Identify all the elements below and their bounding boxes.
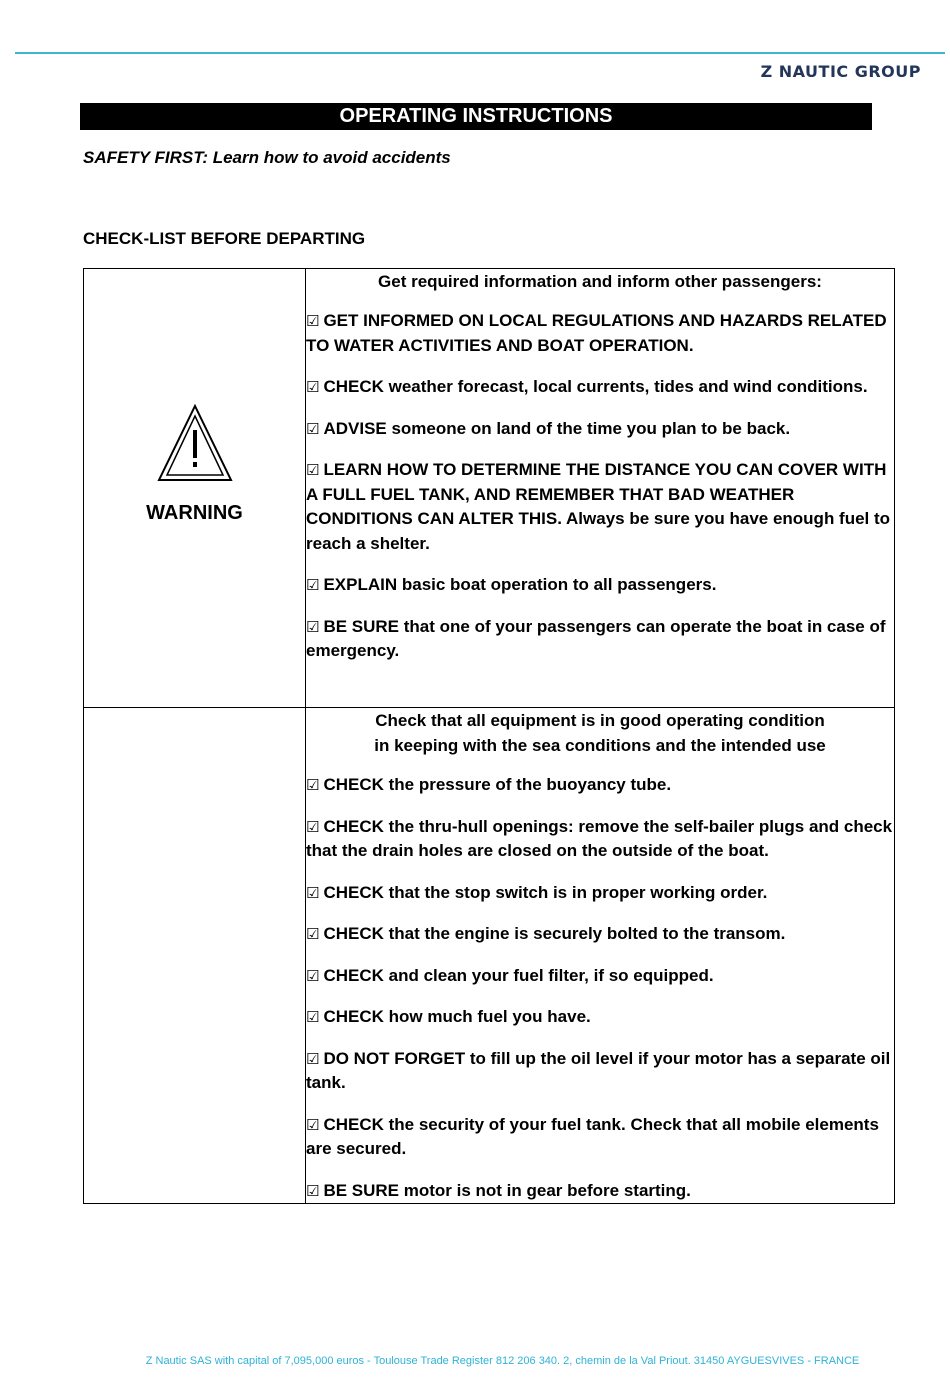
checkbox-checked-icon: ☑: [306, 1181, 320, 1200]
section-heading: Get required information and inform other passengers:: [378, 272, 822, 291]
checklist-row-equipment: [84, 708, 895, 1204]
checklist-item: ☑ EXPLAIN basic boat operation to all passengers.: [306, 575, 717, 594]
checklist-item: ☑ CHECK that the stop switch is in proper working order.: [306, 882, 768, 902]
checklist-item: ☑ LEARN HOW TO DETERMINE THE DISTANCE YOU CAN COVER WITH A FULL FUEL TANK, AND REMEMBER THAT BAD WEATHER CONDITIONS CAN ALTER THIS. Always be sure you have enough fuel to reach a shelter.: [306, 460, 891, 553]
checklist-item: ☑ CHECK the thru-hull openings: remove the self-bailer plugs and check that the drain holes are closed on the outside of the boat.: [306, 816, 893, 860]
page-title: OPERATING INSTRUCTIONS: [80, 103, 872, 130]
checklist-item: ☑ DO NOT FORGET to fill up the oil level if your motor has a separate oil tank.: [306, 1048, 891, 1092]
checklist-item: ☑ BE SURE motor is not in gear before starting.: [306, 1180, 691, 1200]
empty-cell: [84, 708, 306, 1204]
checkbox-checked-icon: ☑: [306, 312, 320, 330]
checkbox-checked-icon: ☑: [306, 1115, 320, 1134]
checkbox-checked-icon: ☑: [306, 966, 320, 985]
checkbox-checked-icon: ☑: [306, 419, 320, 438]
checkbox-checked-icon: ☑: [306, 925, 320, 943]
checkbox-checked-icon: ☑: [306, 817, 320, 836]
checkbox-checked-icon: ☑: [306, 378, 320, 396]
checkbox-checked-icon: ☑: [306, 576, 320, 594]
checkbox-checked-icon: ☑: [306, 461, 320, 479]
checklist-item: ☑ CHECK and clean your fuel filter, if so equipped.: [306, 965, 714, 985]
section-heading-line: in keeping with the sea conditions and the intended use: [374, 736, 826, 755]
checklist-item: ☑ CHECK the security of your fuel tank. Check that all mobile elements are secured.: [306, 1114, 879, 1158]
checklist-item: ☑ CHECK weather forecast, local currents, tides and wind conditions.: [306, 377, 868, 396]
checklist-heading: CHECK-LIST BEFORE DEPARTING: [83, 229, 366, 248]
warning-cell: [84, 269, 306, 708]
warning-triangle-icon: [157, 404, 233, 482]
section-heading-line: Check that all equipment is in good operating condition: [375, 711, 825, 730]
checklist-item: ☑ CHECK the pressure of the buoyancy tube.: [306, 775, 672, 794]
checklist-item: ☑ GET INFORMED ON LOCAL REGULATIONS AND HAZARDS RELATED TO WATER ACTIVITIES AND BOAT OPERATION.: [306, 311, 887, 355]
information-cell: [306, 269, 895, 708]
checkbox-checked-icon: ☑: [306, 1008, 320, 1026]
safety-subtitle: SAFETY FIRST: Learn how to avoid accidents: [83, 148, 451, 167]
header-rule: [15, 52, 945, 54]
warning-label: WARNING: [146, 502, 243, 524]
equipment-cell: [306, 708, 895, 1204]
checkbox-checked-icon: ☑: [306, 617, 320, 636]
checklist-item: ☑ CHECK that the engine is securely bolted to the transom.: [306, 924, 786, 943]
section-heading: [306, 708, 894, 758]
checklist-table: [83, 268, 895, 1204]
checklist-item: ☑ CHECK how much fuel you have.: [306, 1007, 591, 1026]
brand-logo-text: Z NAUTIC GROUP: [760, 62, 921, 81]
checklist-item: ☑ ADVISE someone on land of the time you plan to be back.: [306, 418, 791, 438]
checkbox-checked-icon: ☑: [306, 776, 320, 794]
checkbox-checked-icon: ☑: [306, 1049, 320, 1068]
footer-legal-text: Z Nautic SAS with capital of 7,095,000 euros - Toulouse Trade Register 812 206 340. 2, chemin de la Val Priout. 31450 AYGUESVIVES - FRANCE: [145, 1355, 860, 1367]
checklist-item: ☑ BE SURE that one of your passengers can operate the boat in case of emergency.: [306, 616, 886, 660]
checkbox-checked-icon: ☑: [306, 883, 320, 902]
checklist-row-information: [84, 269, 895, 708]
